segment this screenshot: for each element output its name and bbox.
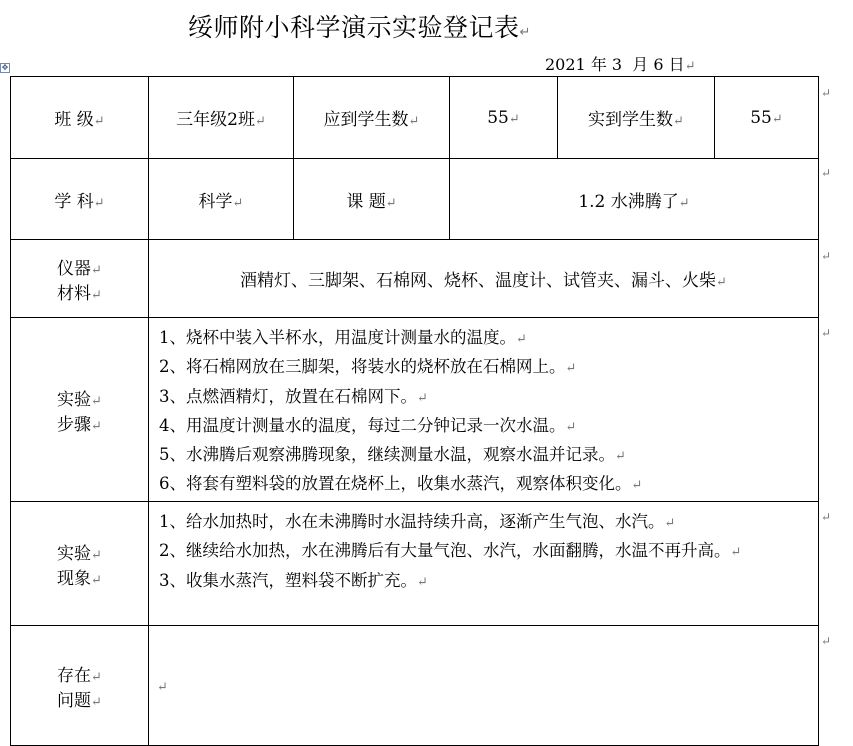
- step-item: 4、用温度计测量水的温度，每过二分钟记录一次水温。↵: [159, 415, 577, 435]
- date-month: 3: [611, 55, 623, 74]
- form-date: 2021 年 3 月 6 日↵: [545, 55, 696, 74]
- expected-value-cell[interactable]: 55↵: [450, 77, 558, 159]
- table-row-phenomena: [11, 502, 819, 626]
- subject-value-cell[interactable]: 科学↵: [149, 159, 294, 240]
- issues-label-cell: 存在↵ 问题↵: [11, 626, 149, 746]
- row-end-mark: ↵: [821, 249, 832, 263]
- step-item: 3、点燃酒精灯，放置在石棉网下。↵: [159, 386, 428, 406]
- date-year: 2021: [545, 55, 586, 74]
- steps-content-cell[interactable]: [149, 318, 819, 502]
- expected-label-cell: 应到学生数↵: [294, 77, 450, 159]
- row-end-mark: ↵: [821, 326, 832, 340]
- table-row-materials: [11, 240, 819, 318]
- table-row-steps: [11, 318, 819, 502]
- registration-table: [10, 76, 819, 746]
- step-item: 1、烧杯中装入半杯水，用温度计测量水的温度。↵: [159, 328, 527, 347]
- actual-label-cell: 实到学生数↵: [558, 77, 715, 159]
- phenomena-content-cell[interactable]: [149, 502, 819, 626]
- date-day: 6: [653, 55, 664, 74]
- topic-value-cell[interactable]: 1.2 水沸腾了↵: [450, 159, 819, 240]
- steps-label-cell: 实验↵ 步骤↵: [11, 318, 149, 502]
- materials-label-cell: 仪器↵ 材料↵: [11, 240, 149, 318]
- table-move-handle-icon[interactable]: ✥: [1, 63, 9, 72]
- phenomenon-item: 2、继续给水加热，水在沸腾后有大量气泡、水汽，水面翻腾，水温不再升高。↵: [159, 541, 742, 561]
- form-title: 绥师附小科学演示实验登记表↵: [188, 13, 531, 42]
- phenomena-label-cell: 实验↵ 现象↵: [11, 502, 149, 626]
- table-row-subject: [11, 159, 819, 240]
- issues-content-cell[interactable]: ↵: [149, 626, 819, 746]
- table-row-class: [11, 77, 819, 159]
- step-item: 5、水沸腾后观察沸腾现象，继续测量水温，观察水温并记录。↵: [159, 445, 626, 465]
- row-end-mark: ↵: [821, 166, 832, 180]
- phenomenon-item: 1、给水加热时，水在未沸腾时水温持续升高，逐渐产生气泡、水汽。↵: [159, 512, 676, 531]
- subject-label-cell: 学 科↵: [11, 159, 149, 240]
- topic-label-cell: 课 题↵: [294, 159, 450, 240]
- phenomenon-item: 3、收集水蒸汽，塑料袋不断扩充。↵: [159, 570, 428, 590]
- row-end-mark: ↵: [821, 86, 832, 100]
- step-item: 2、将石棉网放在三脚架，将装水的烧杯放在石棉网上。↵: [159, 357, 577, 377]
- table-row-issues: [11, 626, 819, 746]
- class-value-cell[interactable]: 三年级2班↵: [149, 77, 294, 159]
- step-item: 6、将套有塑料袋的放置在烧杯上，收集水蒸汽，观察体积变化。↵: [159, 474, 643, 494]
- actual-value-cell[interactable]: 55↵: [715, 77, 819, 159]
- materials-value-cell[interactable]: 酒精灯、三脚架、石棉网、烧杯、温度计、试管夹、漏斗、火柴↵: [149, 240, 819, 318]
- row-end-mark: ↵: [821, 510, 832, 524]
- row-end-mark: ↵: [821, 634, 832, 648]
- class-label-cell: 班 级↵: [11, 77, 149, 159]
